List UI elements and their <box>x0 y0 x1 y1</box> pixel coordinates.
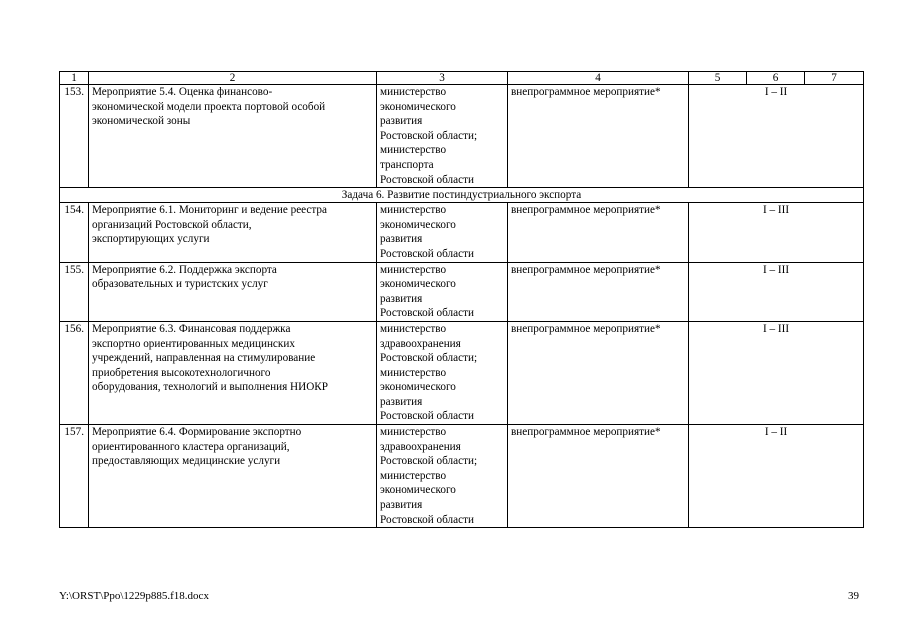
page-number: 39 <box>848 590 859 602</box>
task-heading: Задача 6. Развитие постиндустриального экспорта <box>60 188 864 203</box>
row-number: 157. <box>60 425 89 528</box>
column-number: 5 <box>689 72 747 85</box>
table-row <box>60 425 864 528</box>
row-number: 155. <box>60 262 89 321</box>
task-heading-row <box>60 188 864 203</box>
activities-table <box>59 71 864 528</box>
executor: министерство здравоохранения Ростовской области; министерство экономического развития Ростовской области <box>377 321 508 424</box>
table-row <box>60 262 864 321</box>
column-number: 7 <box>805 72 864 85</box>
column-number: 1 <box>60 72 89 85</box>
executor: министерство здравоохранения Ростовской области; министерство экономического развития Ростовской области <box>377 425 508 528</box>
event-description: Мероприятие 6.3. Финансовая поддержка экспортно ориентированных медицинских учреждений, направленная на стимулирование приобретения высокотехнологичного оборудования, технологий и выполнения НИОКР <box>89 321 377 424</box>
table-row <box>60 85 864 188</box>
implementation-period: I – III <box>689 262 864 321</box>
event-description: Мероприятие 6.4. Формирование экспортно ориентированного кластера организаций, предоставляющих медицинские услуги <box>89 425 377 528</box>
table-row <box>60 203 864 262</box>
executor: министерство экономического развития Ростовской области; министерство транспорта Ростовской области <box>377 85 508 188</box>
funding-source: внепрограммное мероприятие* <box>508 262 689 321</box>
column-number: 6 <box>747 72 805 85</box>
row-number: 154. <box>60 203 89 262</box>
column-number-row <box>60 72 864 85</box>
event-description: Мероприятие 5.4. Оценка финансово- экономической модели проекта портовой особой экономической зоны <box>89 85 377 188</box>
implementation-period: I – II <box>689 85 864 188</box>
funding-source: внепрограммное мероприятие* <box>508 425 689 528</box>
funding-source: внепрограммное мероприятие* <box>508 203 689 262</box>
implementation-period: I – III <box>689 321 864 424</box>
implementation-period: I – II <box>689 425 864 528</box>
event-description: Мероприятие 6.2. Поддержка экспорта образовательных и туристских услуг <box>89 262 377 321</box>
column-number: 3 <box>377 72 508 85</box>
table-row <box>60 321 864 424</box>
row-number: 156. <box>60 321 89 424</box>
executor: министерство экономического развития Ростовской области <box>377 203 508 262</box>
funding-source: внепрограммное мероприятие* <box>508 321 689 424</box>
row-number: 153. <box>60 85 89 188</box>
column-number: 4 <box>508 72 689 85</box>
column-number: 2 <box>89 72 377 85</box>
executor: министерство экономического развития Ростовской области <box>377 262 508 321</box>
document-file-path: Y:\ORST\Ppo\1229p885.f18.docx <box>59 590 209 602</box>
event-description: Мероприятие 6.1. Мониторинг и ведение реестра организаций Ростовской области, экспортирующих услуги <box>89 203 377 262</box>
implementation-period: I – III <box>689 203 864 262</box>
funding-source: внепрограммное мероприятие* <box>508 85 689 188</box>
